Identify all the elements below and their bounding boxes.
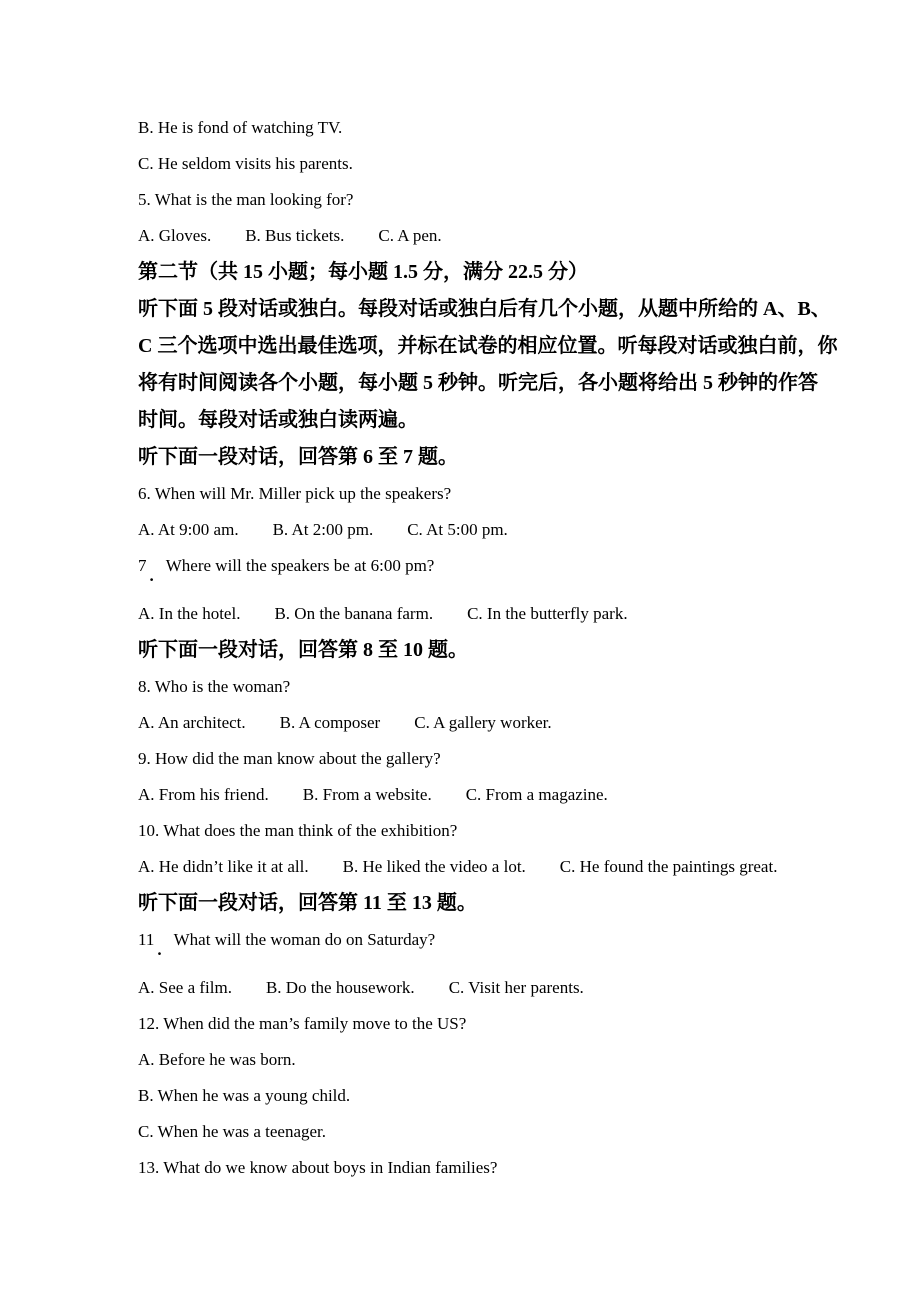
question-9-options xyxy=(138,777,840,813)
option-c: C. A gallery worker. xyxy=(414,713,552,732)
option-line: C. He seldom visits his parents. xyxy=(138,154,353,173)
dialogue-11-13-header: 听下面一段对话，回答第 11 至 13 题。 xyxy=(138,892,477,914)
question-12: 12. When did the man’s family move to the US? xyxy=(138,1014,467,1033)
option-a: A. He didn’t like it at all. xyxy=(138,857,309,876)
option-c: C. Visit her parents. xyxy=(448,978,584,997)
option-b: B. From a website. xyxy=(302,785,432,804)
option-b: B. Bus tickets. xyxy=(245,226,345,245)
option-a: A. At 9:00 am. xyxy=(138,520,239,539)
dialogue-8-10-header: 听下面一段对话，回答第 8 至 10 题。 xyxy=(138,639,468,661)
option-c: C. He found the paintings great. xyxy=(559,857,778,876)
dialogue-6-7-header: 听下面一段对话，回答第 6 至 7 题。 xyxy=(138,446,458,468)
option-b: B. At 2:00 pm. xyxy=(272,520,374,539)
question-12-option-c: C. When he was a teenager. xyxy=(138,1122,327,1141)
option-c: C. In the butterfly park. xyxy=(467,604,628,623)
question-12-option-b: B. When he was a young child. xyxy=(138,1086,351,1105)
option-c: C. From a magazine. xyxy=(465,785,608,804)
option-a: A. In the hotel. xyxy=(138,604,241,623)
question-10: 10. What does the man think of the exhibition? xyxy=(138,821,458,840)
instructions-line: 听下面 5 段对话或独白。每段对话或独白后有几个小题，从题中所给的 A、B、 xyxy=(138,298,831,320)
question-11 xyxy=(138,922,840,958)
option-line: B. He is fond of watching TV. xyxy=(138,118,343,137)
question-6-options xyxy=(138,512,840,548)
question-8: 8. Who is the woman? xyxy=(138,677,291,696)
option-b: B. Do the housework. xyxy=(265,978,415,997)
question-12-option-a: A. Before he was born. xyxy=(138,1050,296,1069)
option-c: C. At 5:00 pm. xyxy=(407,520,508,539)
instructions-line: C 三个选项中选出最佳选项，并标在试卷的相应位置。听每段对话或独白前，你 xyxy=(138,335,838,357)
question-9: 9. How did the man know about the gallery? xyxy=(138,749,441,768)
option-b: B. A composer xyxy=(279,713,381,732)
question-11-options xyxy=(138,970,840,1006)
option-b: B. On the banana farm. xyxy=(274,604,434,623)
question-11-dropped-period: . xyxy=(157,940,162,959)
question-5: 5. What is the man looking for? xyxy=(138,190,354,209)
option-c: C. A pen. xyxy=(378,226,442,245)
option-a: A. From his friend. xyxy=(138,785,269,804)
option-b: B. He liked the video a lot. xyxy=(342,857,526,876)
question-7-dropped-period: . xyxy=(149,566,154,585)
question-10-options xyxy=(138,849,840,885)
instructions-line: 时间。每段对话或独白读两遍。 xyxy=(138,409,418,431)
question-8-options xyxy=(138,705,840,741)
question-5-options xyxy=(138,218,840,254)
question-7-text: Where will the speakers be at 6:00 pm? xyxy=(165,556,435,575)
question-13: 13. What do we know about boys in Indian families? xyxy=(138,1158,498,1177)
question-7-number: 7 xyxy=(138,556,147,575)
instructions-line: 将有时间阅读各个小题，每小题 5 秒钟。听完后，各小题将给出 5 秒钟的作答 xyxy=(138,372,818,394)
section-2-header: 第二节（共 15 小题；每小题 1.5 分，满分 22.5 分） xyxy=(138,261,588,283)
option-a: A. Gloves. xyxy=(138,226,212,245)
option-a: A. An architect. xyxy=(138,713,246,732)
option-a: A. See a film. xyxy=(138,978,232,997)
question-11-text: What will the woman do on Saturday? xyxy=(173,930,436,949)
question-7-options xyxy=(138,596,840,632)
question-6: 6. When will Mr. Miller pick up the speakers? xyxy=(138,484,452,503)
question-11-number: 11 xyxy=(138,930,155,949)
question-7 xyxy=(138,548,840,584)
